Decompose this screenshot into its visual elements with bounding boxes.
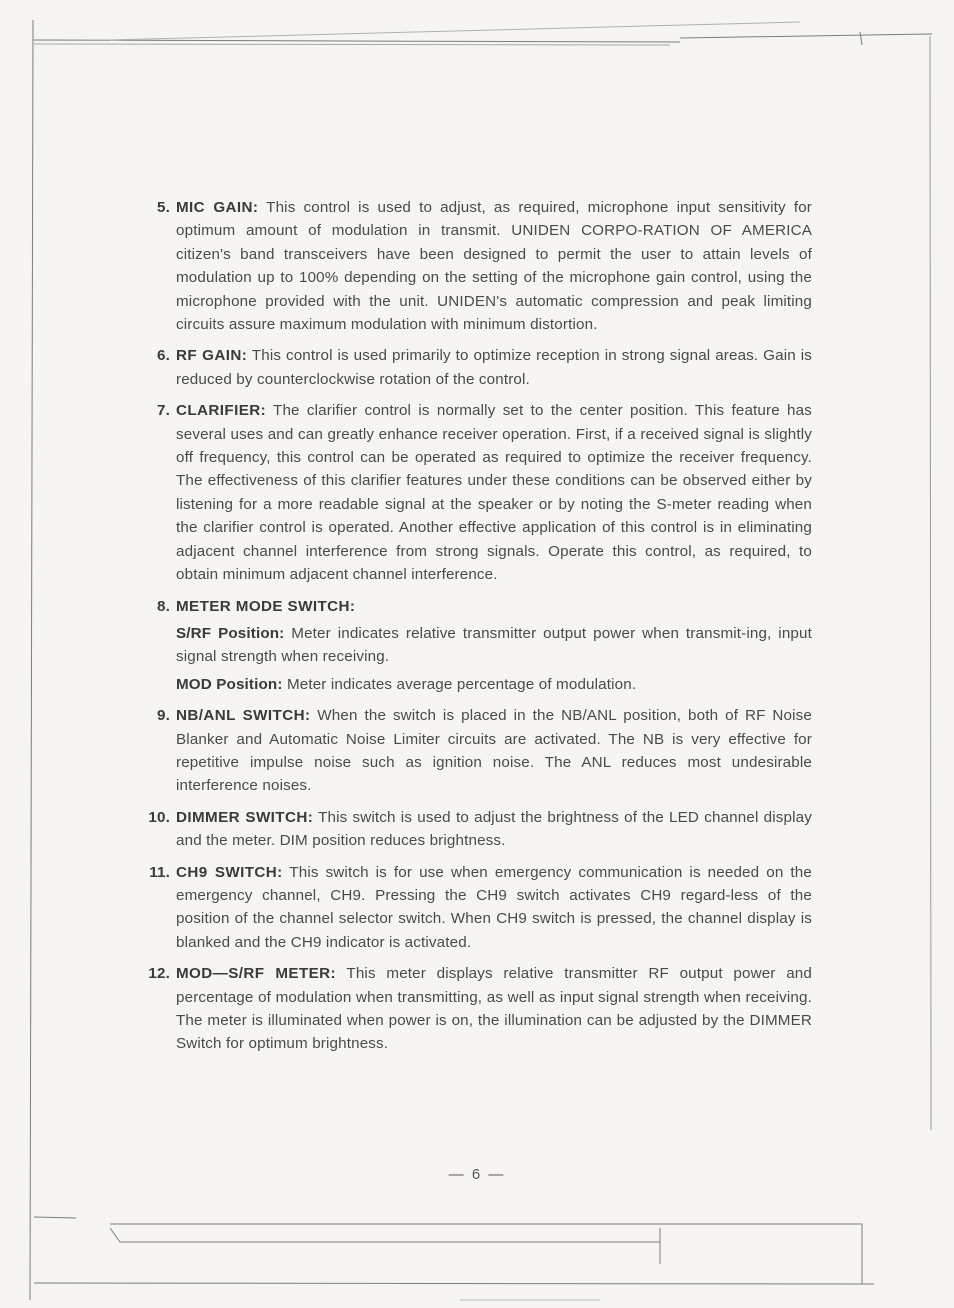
item-number: 10. [148, 808, 170, 826]
item-heading: DIMMER SWITCH: [176, 808, 314, 826]
item-heading: RF GAIN: [176, 347, 248, 365]
sub-text: Meter indicates average percentage of modulation. [282, 675, 637, 693]
item-heading: MIC GAIN: [176, 199, 259, 216]
item-heading: MOD—S/RF METER: [176, 965, 336, 983]
sub-heading: S/RF Position: [176, 624, 285, 642]
item-number: 11. [149, 863, 170, 881]
item-number: 12. [148, 965, 170, 983]
sub-paragraph [176, 673, 812, 696]
sub-paragraph [176, 622, 812, 669]
item-heading: METER MODE SWITCH: [176, 597, 356, 615]
item-text: The clarifier control is normally set to the center position. This feature has several uses and can greatly enhance receiver operation. First, if a received signal is slightly off frequency, this control can be operated as required to optimize the receiver frequency. The effectiveness of this clarifier features under these conditions can be observed either by listening for a more readable signal at the speaker or by noting the S-meter reading when the clarifier control is operated. Another effective application of this control is in eliminating adjacent channel interference from strong signals. Operate this control, as required, to obtain minimum adjacent channel interference. [176, 402, 812, 584]
item-heading: CLARIFIER: [176, 402, 267, 420]
item-heading: CH9 SWITCH: [176, 863, 283, 881]
item-number: 6. [157, 347, 170, 365]
item-number: 5. [157, 199, 170, 216]
document-body [140, 196, 812, 1064]
item-text: This control is used to adjust, as required, microphone input sensitivity for optimum amount of modulation in transmit. UNIDEN CORPO-RATION OF AMERICA citizen's band transceivers have been designed to permit the user to attain levels of modulation up to 100% depending on the setting of the microphone gain control, using the microphone provided with the unit. UNIDEN's automatic compression and peak limiting circuits assure maximum modulation with minimum distortion. [176, 199, 812, 334]
list-item [140, 399, 812, 586]
item-heading: NB/ANL SWITCH: [176, 707, 311, 725]
list-item [140, 196, 812, 336]
list-item [140, 704, 812, 798]
item-text: This control is used primarily to optimize reception in strong signal areas. Gain is reduced by counterclockwise rotation of the control. [176, 347, 812, 388]
list-item [140, 344, 812, 391]
item-number: 8. [157, 597, 170, 615]
list-item [140, 595, 812, 697]
item-text: This switch is used to adjust the brightness of the LED channel display and the meter. DIM position reduces brightness. [176, 808, 812, 850]
sub-heading: MOD Position: [176, 675, 283, 693]
item-text: When the switch is placed in the NB/ANL position, both of RF Noise Blanker and Automatic Noise Limiter circuits are activated. The NB is very effective for repetitive impulse noise such as ignition noise. The ANL reduces most undesirable interference noises. [176, 707, 812, 795]
item-number: 9. [157, 707, 170, 725]
page-number: — 6 — [448, 1166, 506, 1183]
list-item [140, 806, 812, 853]
item-number: 7. [157, 402, 170, 420]
list-item [140, 861, 812, 955]
sub-text: Meter indicates relative transmitter output power when transmit-ing, input signal strength when receiving. [176, 624, 812, 666]
item-text: This meter displays relative transmitter RF output power and percentage of modulation when transmitting, as well as input signal strength when receiving. The meter is illuminated when power is on, the illumination can be adjusted by the DIMMER Switch for optimum brightness. [176, 965, 812, 1053]
list-item [140, 962, 812, 1056]
item-text: This switch is for use when emergency communication is needed on the emergency channel, CH9. Pressing the CH9 switch activates CH9 regard-less of the position of the channel selector switch. When CH9 switch is pressed, the channel display is blanked and the CH9 indicator is activated. [176, 863, 812, 951]
